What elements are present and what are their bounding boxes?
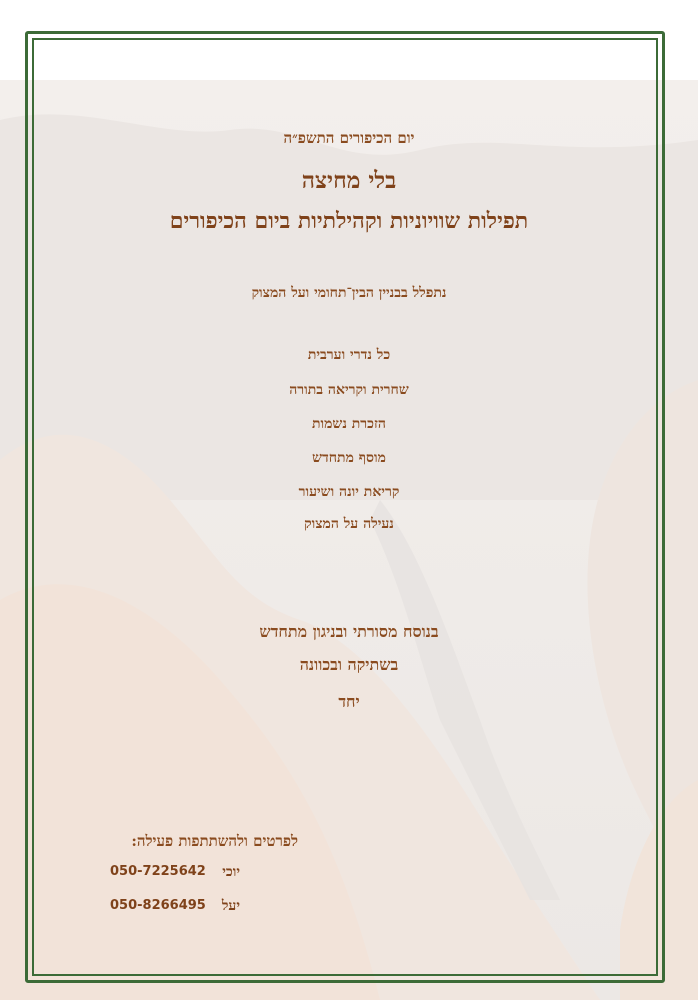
schedule-item: נעילה על המצוק — [304, 516, 394, 532]
contact-name: יוכי — [222, 864, 240, 880]
contact-heading: לפרטים ולהשתתפות פעילה: — [131, 832, 298, 850]
contact-phone: 050-7225642 — [110, 864, 206, 879]
schedule-item: כל נדרי וערבית — [307, 347, 391, 363]
character-line: בנוסח מסורתי ובניגון מתחדש — [259, 622, 439, 641]
character-line: בשתיקה ובכוונה — [299, 655, 399, 674]
schedule-item: שחרית וקריאה בתורה — [289, 382, 409, 398]
character-line: יחד — [338, 692, 360, 711]
contact-row — [110, 864, 240, 881]
schedule-item: הזכרת נשמות — [312, 416, 386, 432]
flyer-title: בלי מחיצה — [301, 167, 397, 194]
schedule-item: מוסף מתחדש — [312, 450, 386, 466]
flyer-subtitle: תפילות שוויוניות וקהילתיות ביום הכיפורים — [169, 208, 529, 234]
location-line: נתפלל בבניין הבין־תחומי ועל המצוק — [251, 285, 447, 301]
contact-row — [110, 898, 240, 915]
contact-phone: 050-8266495 — [110, 898, 206, 913]
schedule-item: קריאת יונה ושיעור — [298, 484, 400, 500]
event-date: יום הכיפורים התשפ״ה — [283, 129, 415, 147]
contact-name: יעל — [221, 898, 240, 914]
